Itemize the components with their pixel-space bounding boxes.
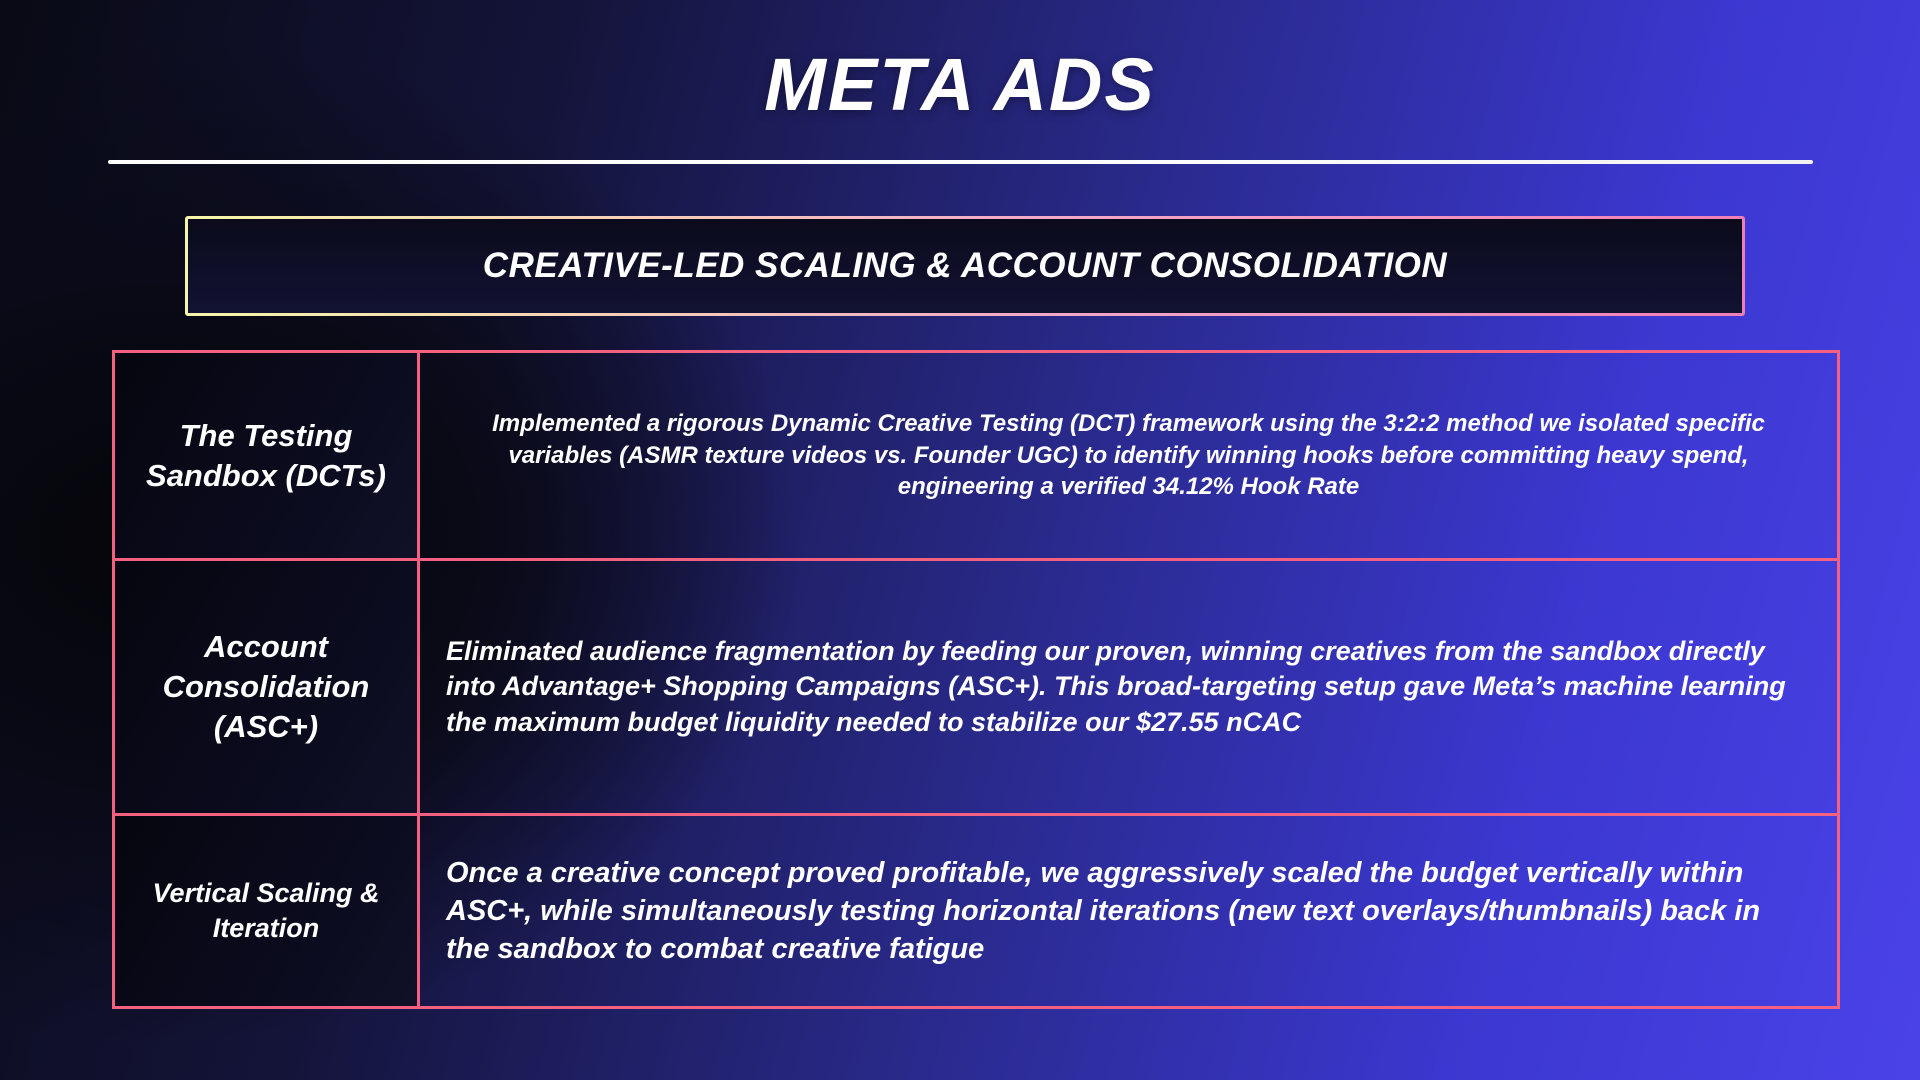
table-row-body: Once a creative concept proved profitable, we aggressively scaled the budget vertically within ASC+, while simultaneously testing horizontal iterations (new text overlays/thumbnails) back in the sandbox to combat creative fatigue <box>446 856 1761 966</box>
table-row <box>115 561 1837 816</box>
table-row-label: Account Consolidation (ASC+) <box>162 629 370 744</box>
table-row-body: Implemented a rigorous Dynamic Creative Testing (DCT) framework using the 3:2:2 method we isolated specific variables (ASMR texture videos vs. Founder UGC) to identify winning hooks before committing heavy spend, engineering a verified 34.12% Hook Rate <box>492 409 1765 501</box>
table-row-label-cell <box>115 353 420 558</box>
table-row-body: Eliminated audience fragmentation by feeding our proven, winning creatives from the sandbox directly into Advantage+ Shopping Campaigns (ASC+). This broad-targeting setup gave Meta’s machine learning the maximum budget liquidity needed to stabilize our $27.55 nCAC <box>446 635 1786 737</box>
content-table <box>112 350 1840 1009</box>
subtitle-text: CREATIVE-LED SCALING & ACCOUNT CONSOLIDATION <box>482 246 1448 285</box>
table-row-label-cell <box>115 561 420 813</box>
table-row-label: The Testing Sandbox (DCTs) <box>146 417 386 493</box>
table-row <box>115 353 1837 561</box>
table-row-body-cell <box>420 353 1837 558</box>
page-title: META ADS <box>764 43 1156 126</box>
table-row-body-cell <box>420 816 1837 1006</box>
table-row <box>115 816 1837 1006</box>
table-row-label-cell <box>115 816 420 1006</box>
title-divider <box>108 160 1813 164</box>
table-row-label: Vertical Scaling & Iteration <box>152 878 380 943</box>
table-row-body-cell <box>420 561 1837 813</box>
subtitle-banner <box>185 216 1745 316</box>
